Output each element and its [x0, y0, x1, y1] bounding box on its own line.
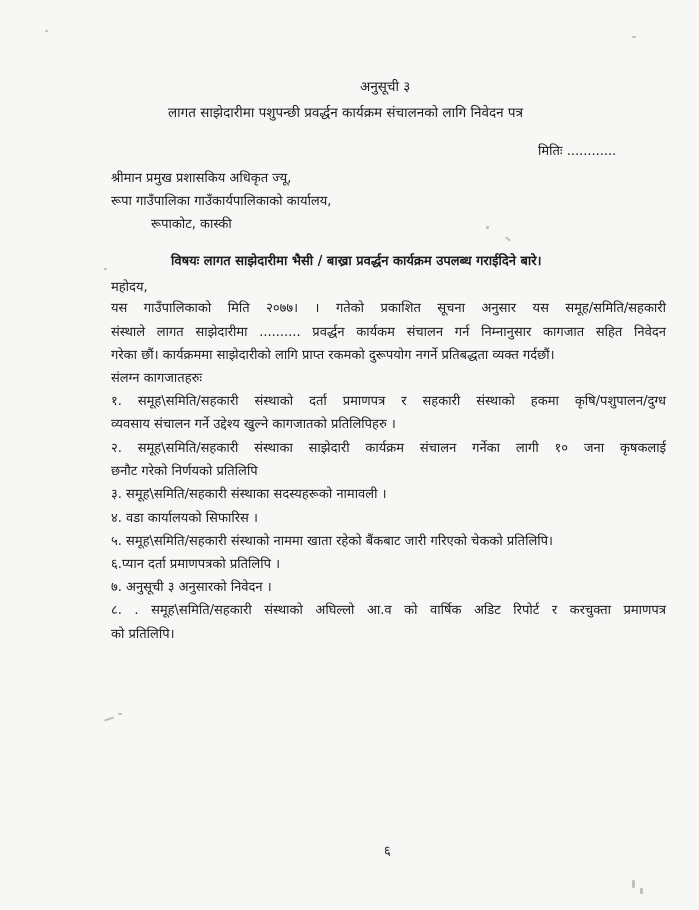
subject-line: विषयः लागत साझेदारीमा भैसी / बाख्रा प्रवर्द्धन कार्यक्रम उपलब्ध गराईदिने बारे।: [171, 254, 542, 269]
scan-speck: [486, 226, 489, 229]
annex-title: अनुसूची ३: [360, 79, 411, 95]
attachment-2b: छनौट गरेको निर्णयको प्रतिलिपि: [111, 464, 258, 479]
salutation: महोदय,: [111, 280, 148, 295]
attachment-1a: १. समूह\समिति/सहकारी संस्थाको दर्ता प्रमाणपत्र र सहकारी संस्थाको हकमा कृषि/पशुपालन/दुग्ध: [111, 394, 666, 409]
body-line-1: यस गाउँपालिकाको मिति २०७७। । गतेको प्रकाशित सूचना अनुसार यस समूह/समिति/सहकारी: [111, 301, 666, 316]
scan-speck: [45, 30, 48, 32]
attachments-heading: संलग्न कागजातहरुः: [111, 371, 202, 386]
scan-speck: [104, 268, 107, 270]
scan-speck: [632, 36, 636, 38]
addressee-line-3: रूपाकोट, कास्की: [151, 217, 232, 232]
addressee-line-1: श्रीमान प्रमुख प्रशासकिय अधिकृत ज्यू,: [111, 171, 292, 186]
date-blank: ............: [566, 144, 617, 159]
attachment-5: ५. समूह\समिति/सहकारी संस्थाको नाममा खाता रहेको बैंकबाट जारी गरिएको चेकको प्रतिलिपि।: [111, 534, 553, 549]
attachment-8a: ८. . समूह\समिति/सहकारी संस्थाको अघिल्लो आ.व को वार्षिक अडिट रिपोर्ट र करचुक्ता प्रमाणपत्र: [111, 603, 666, 618]
page-number: ६: [384, 844, 391, 859]
attachment-8b: को प्रतिलिपि।: [111, 627, 175, 642]
attachment-6: ६.प्यान दर्ता प्रमाणपत्रको प्रतिलिपि ।: [111, 557, 281, 572]
addressee-line-2: रूपा गाउँपालिका गाउँकार्यपालिकाको कार्यालय,: [111, 194, 332, 209]
date-label-text: मितिः: [538, 144, 563, 159]
attachment-3: ३. समूह\समिति/सहकारी संस्थाका सदस्यहरूको नामावली ।: [111, 487, 387, 502]
attachment-7: ७. अनुसूची ३ अनुसारको निवेदन ।: [111, 580, 272, 595]
scan-speck: [104, 716, 114, 721]
date-label: [538, 143, 616, 161]
attachment-2a: २. समूह\समिति/सहकारी संस्थाका साझेदारी कार्यक्रम संचालन गर्नेका लागी १० जना कृषकलाई: [111, 441, 666, 456]
body-line-3: गरेका छौं। कार्यक्रममा साझेदारीको लागि प्राप्त रकमको दुरूपयोग नगर्ने प्रतिबद्धता व्यक्त गर्दछौं।: [111, 348, 555, 363]
scan-speck: [640, 888, 643, 894]
document-title: लागत साझेदारीमा पशुपन्छी प्रवर्द्धन कार्यक्रम संचालनको लागि निवेदन पत्र: [168, 105, 524, 121]
scan-speck: [118, 713, 122, 715]
scan-speck: [505, 236, 511, 241]
body-line-2: संस्थाले लागत साझेदारीमा .......... प्रवर्द्धन कार्यकम संचालन गर्न निम्नानुसार कागजात सहित निवेदन: [111, 325, 666, 340]
scan-speck: [632, 880, 635, 888]
attachment-4: ४. वडा कार्यालयको सिफारिस ।: [111, 511, 258, 526]
attachment-1b: व्यवसाय संचालन गर्ने उद्देश्य खुल्ने कागजातको प्रतिलिपिहरु ।: [111, 417, 396, 432]
